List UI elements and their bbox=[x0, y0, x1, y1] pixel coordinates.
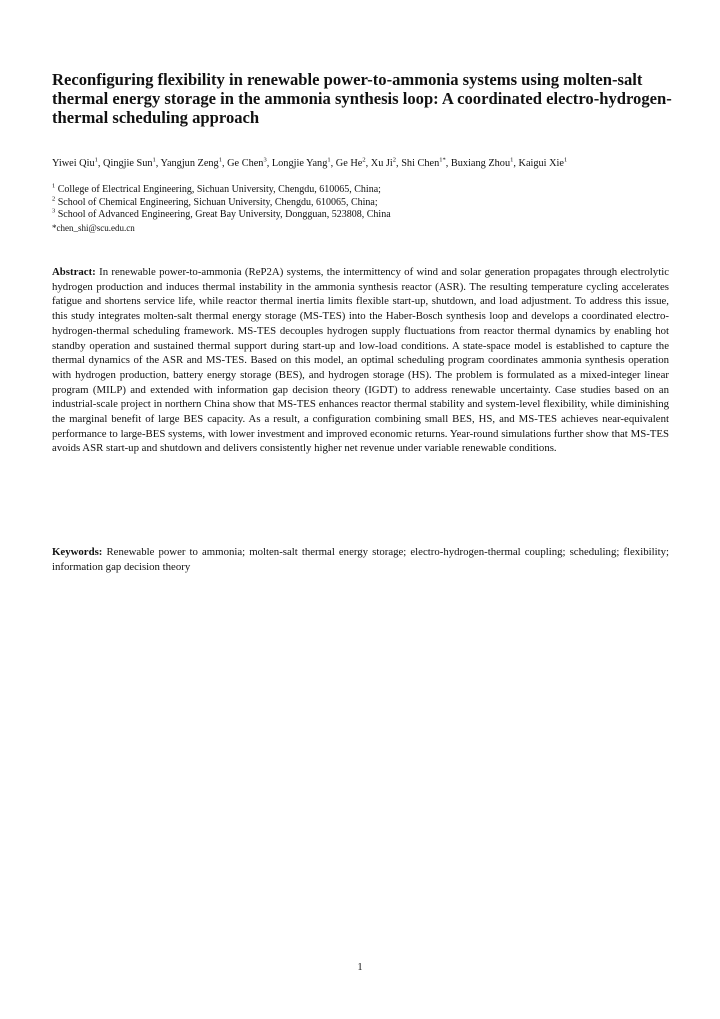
author-list bbox=[52, 157, 672, 171]
affiliation-list bbox=[52, 184, 672, 234]
author: Kaigui Xie$^1$ bbox=[518, 156, 568, 169]
author: Qingjie Sun$^1$, bbox=[103, 156, 161, 169]
keywords bbox=[52, 545, 669, 574]
author: Xu Ji$^2$, bbox=[370, 156, 402, 169]
affiliation: $^1$ College of Electrical Engineering, Sichuan University, Chengdu, 610065, China; bbox=[52, 182, 381, 195]
abstract-label: Abstract: bbox=[52, 266, 96, 278]
paper-title: Reconfiguring flexibility in renewable power-to-ammonia systems using molten-salt thermal energy storage in the ammonia synthesis loop: A coordinated electro-hydrogen-thermal scheduling approach bbox=[52, 70, 672, 127]
keywords-label: Keywords: bbox=[52, 546, 103, 558]
keywords-text: Renewable power to ammonia; molten-salt thermal energy storage; electro-hydrogen-thermal coupling; scheduling; flexibility; information gap decision theory bbox=[52, 546, 669, 573]
affiliation: $^3$ School of Advanced Engineering, Great Bay University, Dongguan, 523808, China bbox=[52, 207, 391, 221]
abstract bbox=[52, 265, 669, 456]
author: Shi Chen$^{1*}$, bbox=[401, 156, 451, 169]
author: Ge He$^2$, bbox=[335, 156, 371, 169]
author: Ge Chen$^3$, bbox=[227, 156, 272, 169]
corresponding-email: *chen_shi@scu.edu.cn bbox=[52, 222, 135, 233]
affiliation: $^2$ School of Chemical Engineering, Sichuan University, Chengdu, 610065, China; bbox=[52, 195, 378, 208]
author: Buxiang Zhou$^1$, bbox=[450, 156, 519, 169]
author: Yangjun Zeng$^1$, bbox=[160, 156, 228, 169]
author: Yiwei Qiu$^1$, bbox=[52, 156, 104, 169]
page-number: 1 bbox=[357, 962, 363, 973]
abstract-text: In renewable power-to-ammonia (ReP2A) systems, the intermittency of wind and solar generation propagates through electrolytic hydrogen production and induces thermal instability in the ammonia synthesis reactor (ASR). The resulting temperature cycling accelerates fatigue and shortens service life, while reactor thermal inertia limits flexible start-up, shutdown, and load adjustment. To address this issue, this study integrates molten-salt thermal energy storage (MS-TES) into the Haber-Bosch synthesis loop and develops a coordinated electro-hydrogen-thermal scheduling framework. MS-TES decouples hydrogen supply fluctuations from reactor thermal dynamics by enabling hot standby operation and sustained thermal support during start-up and low-load conditions. A state-space model is established to capture the thermal dynamics of the ASR and MS-TES. Based on this model, an optimal scheduling program coordinates ammonia synthesis operation with hydrogen production, battery energy storage (BES), and hydrogen storage (HS). The problem is formulated as a mixed-integer linear program (MILP) and extended with information gap decision theory (IGDT) to address renewable uncertainty. Case studies based on an industrial-scale project in northern China show that MS-TES enhances reactor thermal stability and system-level flexibility, while diminishing the marginal benefit of large BES capacity. As a result, a configuration combining small BES, HS, and MS-TES achieves near-equivalent performance to large-BES systems, with lower investment and improved economic returns. Year-round simulations further show that MS-TES avoids ASR start-up and shutdown and delivers consistently higher net revenue under variable renewable conditions. bbox=[52, 266, 669, 455]
author: Longjie Yang$^1$, bbox=[271, 156, 336, 169]
